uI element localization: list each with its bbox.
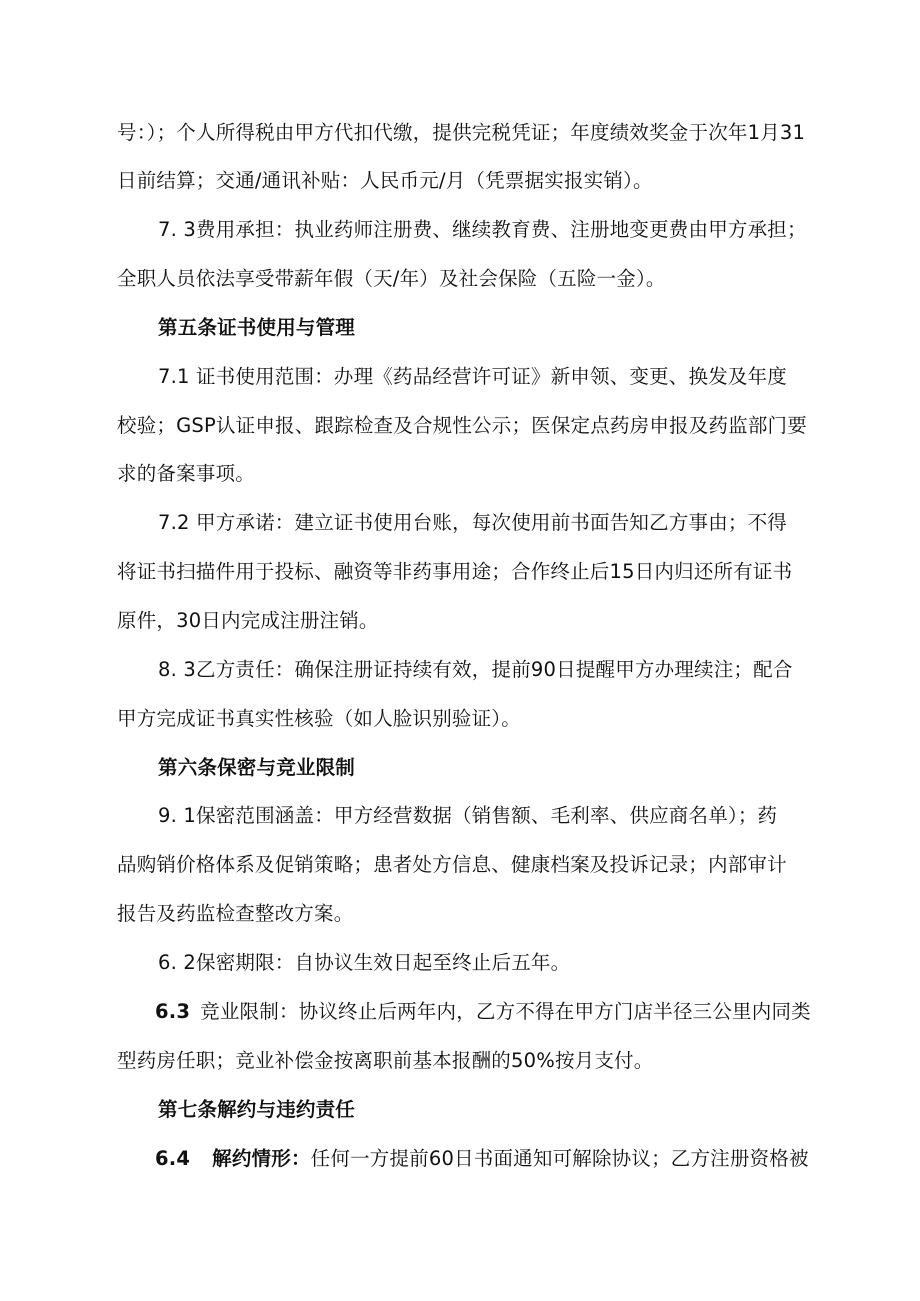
paragraph-line: 型药房任职；竞业补偿金按离职前基本报酬的50%按月支付。 — [117, 1049, 654, 1072]
paragraph-line: 校验；GSP认证申报、跟踪检查及合规性公示；医保定点药房申报及药监部门要 — [117, 414, 807, 437]
section-heading-5: 第五条证书使用与管理 — [158, 316, 356, 339]
clause-6-2-line: 6. 2保密期限：自协议生效日起至终止后五年。 — [158, 951, 571, 974]
clause-text: 竞业限制：协议终止后两年内，乙方不得在甲方门店半径三公里内同类 — [200, 1000, 811, 1023]
clause-8-3-line: 8. 3乙方责任：确保注册证持续有效，提前90日提醒甲方办理续注；配合 — [158, 658, 793, 681]
paragraph-line: 品购销价格体系及促销策略；患者处方信息、健康档案及投诉记录；内部审计 — [117, 853, 787, 876]
clause-number: 6.3 — [155, 1000, 191, 1023]
paragraph-line: 号：）；个人所得税由甲方代扣代缴，提供完税凭证；年度绩效奖金于次年1月31 — [117, 121, 806, 144]
paragraph-line: 日前结算；交通/通讯补贴：人民币元/月（凭票据实报实销）。 — [117, 169, 653, 192]
clause-label: 解约情形： — [212, 1147, 311, 1170]
clause-7-1-line: 7.1 证书使用范围：办理《药品经营许可证》新申领、变更、换发及年度 — [158, 365, 788, 388]
clause-6-4-line — [155, 1146, 809, 1172]
clause-number: 6.4 — [155, 1147, 191, 1170]
section-heading-6: 第六条保密与竞业限制 — [158, 756, 356, 779]
clause-7-2-line: 7.2 甲方承诺：建立证书使用台账，每次使用前书面告知乙方事由；不得 — [158, 511, 788, 534]
paragraph-line: 将证书扫描件用于投标、融资等非药事用途；合作终止后15日内归还所有证书 — [117, 560, 793, 583]
paragraph-line: 甲方完成证书真实性核验（如人脸识别验证）。 — [117, 707, 521, 730]
clause-6-3-line — [155, 999, 811, 1025]
paragraph-line: 全职人员依法享受带薪年假（天/年）及社会保险（五险一金）。 — [117, 267, 666, 290]
clause-9-1-line: 9. 1保密范围涵盖：甲方经营数据（销售额、毛利率、供应商名单）；药 — [158, 804, 778, 827]
paragraph-line: 原件，30日内完成注册注销。 — [117, 609, 379, 632]
section-heading-7: 第七条解约与违约责任 — [158, 1098, 356, 1121]
clause-text: 任何一方提前60日书面通知可解除协议；乙方注册资格被 — [310, 1147, 809, 1170]
clause-7-3-line: 7. 3费用承担：执业药师注册费、继续教育费、注册地变更费由甲方承担； — [158, 218, 807, 241]
paragraph-line: 求的备案事项。 — [117, 462, 255, 485]
paragraph-line: 报告及药监检查整改方案。 — [117, 902, 354, 925]
